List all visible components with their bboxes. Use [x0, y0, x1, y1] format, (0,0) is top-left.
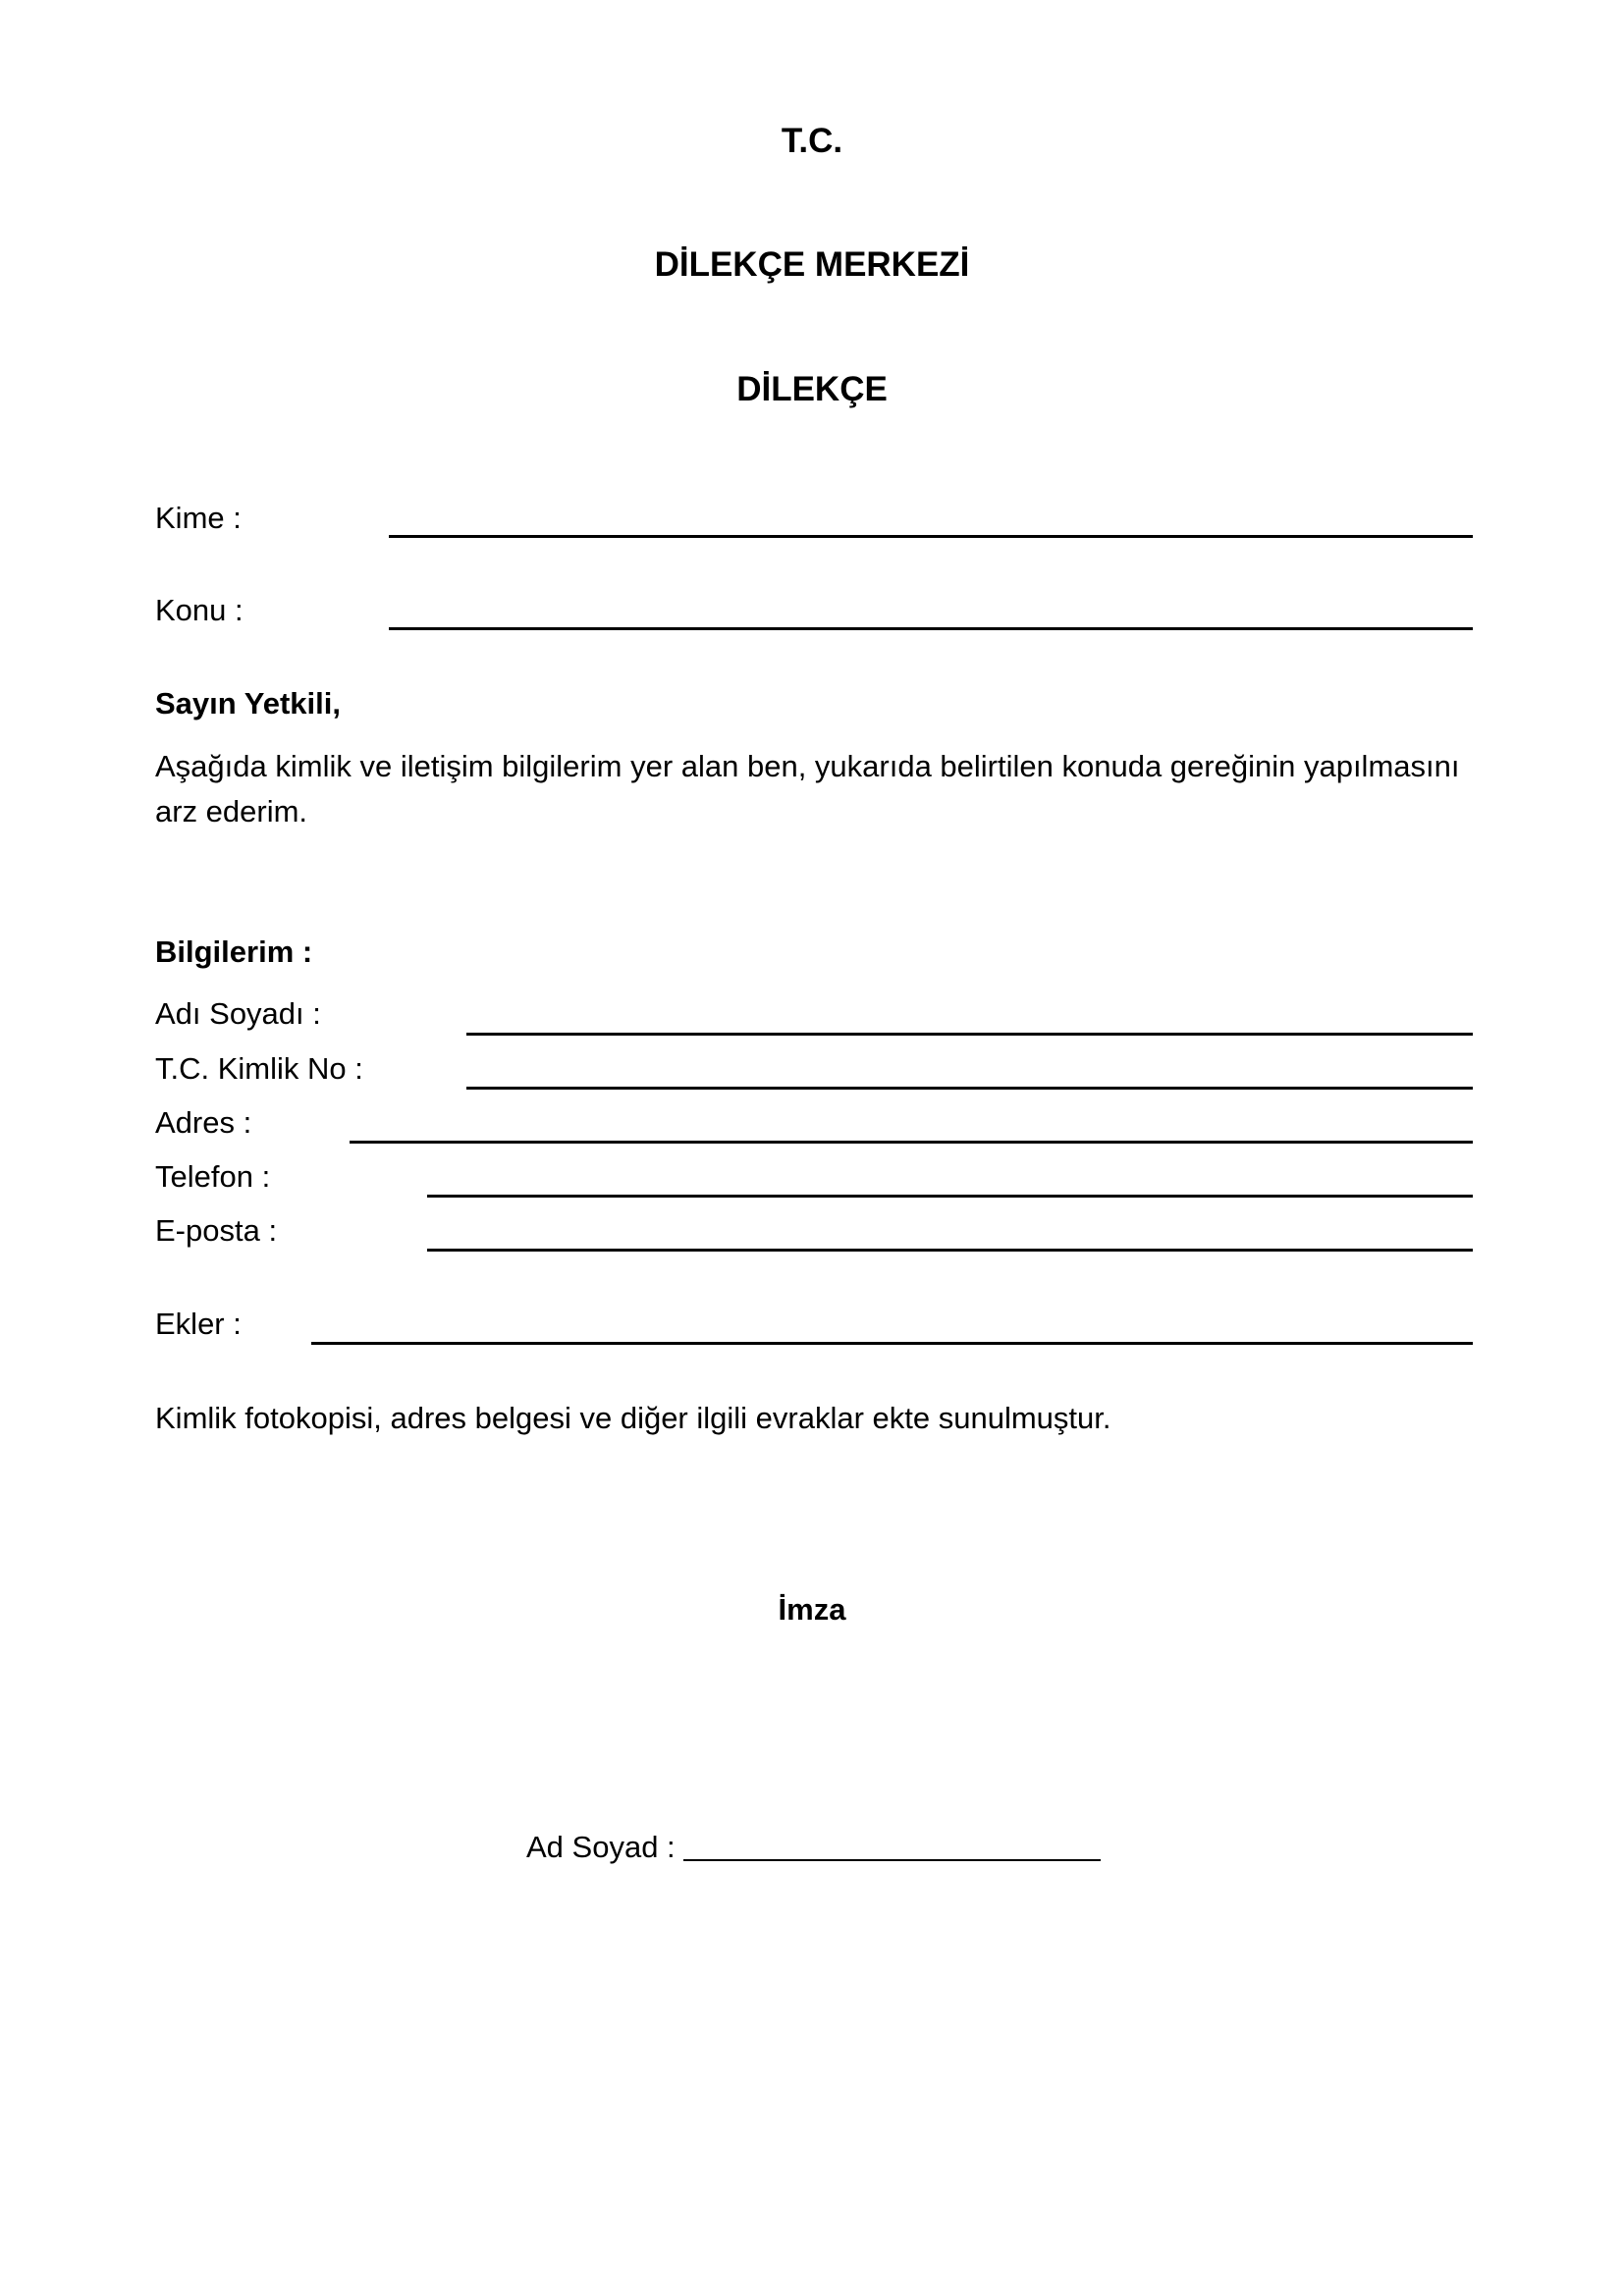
konu-field-line[interactable] [389, 627, 1473, 630]
tc-kimlik-label: T.C. Kimlik No : [155, 1051, 363, 1086]
signature-label: İmza [778, 1592, 846, 1627]
greeting: Sayın Yetkili, [155, 686, 341, 721]
adres-field-line[interactable] [350, 1141, 1473, 1144]
ekler-label: Ekler : [155, 1307, 242, 1341]
attachments-note: Kimlik fotokopisi, adres belgesi ve diğer ilgili evraklar ekte sunulmuştur. [155, 1401, 1111, 1435]
name-field-blank[interactable] [683, 1830, 1101, 1861]
telefon-label: Telefon : [155, 1159, 271, 1194]
name-label: Ad Soyad : [526, 1830, 676, 1864]
ekler-field-line[interactable] [311, 1342, 1473, 1345]
konu-label: Konu : [155, 593, 244, 627]
adres-label: Adres : [155, 1105, 252, 1140]
adi-soyadi-label: Adı Soyadı : [155, 996, 321, 1031]
info-heading: Bilgilerim : [155, 934, 313, 969]
kime-field-line[interactable] [389, 535, 1473, 538]
name-signature-line [526, 1830, 1101, 1865]
kime-label: Kime : [155, 501, 242, 535]
eposta-field-line[interactable] [427, 1249, 1473, 1252]
telefon-field-line[interactable] [427, 1195, 1473, 1198]
body-paragraph: Aşağıda kimlik ve iletişim bilgilerim yer alan ben, yukarıda belirtilen konuda gereğinin yapılmasını arz ederim. [155, 749, 1460, 828]
document-title: DİLEKÇE [736, 370, 888, 408]
tc-kimlik-field-line[interactable] [466, 1087, 1473, 1090]
eposta-label: E-posta : [155, 1213, 278, 1248]
tc-header: T.C. [781, 122, 843, 160]
adi-soyadi-field-line[interactable] [466, 1033, 1473, 1036]
center-name: DİLEKÇE MERKEZİ [654, 245, 970, 284]
